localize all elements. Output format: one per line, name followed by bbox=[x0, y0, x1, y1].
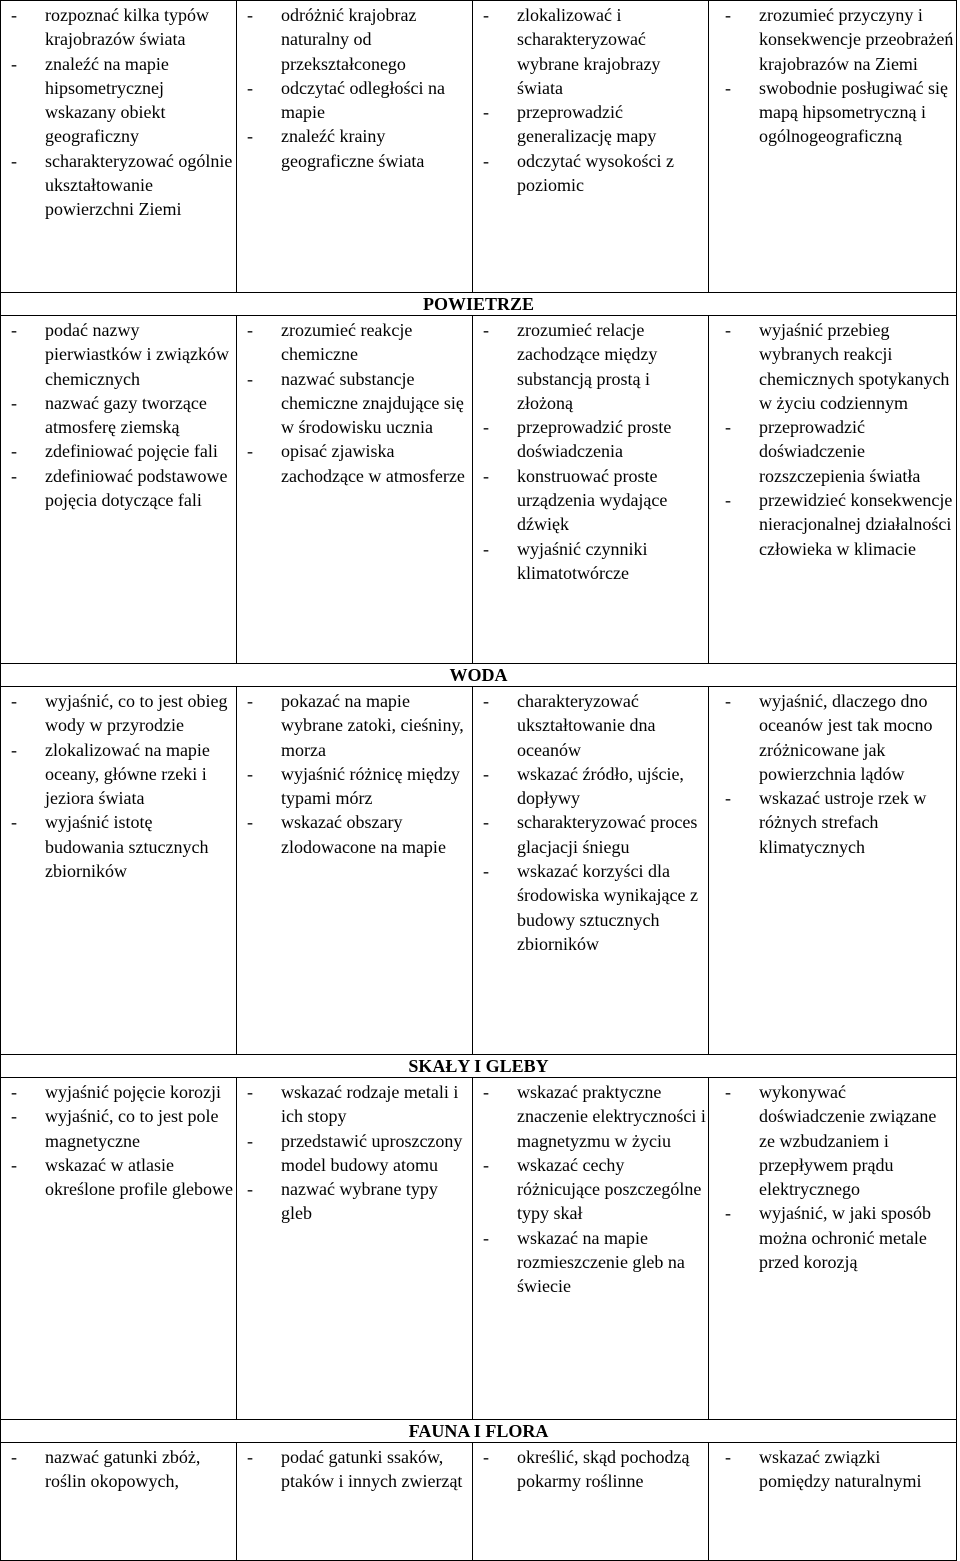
requirement-list bbox=[239, 689, 470, 859]
requirement-item: - nazwać gazy tworzące atmosferę ziemską bbox=[3, 391, 234, 440]
requirements-row bbox=[1, 1, 957, 293]
requirements-cell-column-3 bbox=[473, 1078, 709, 1420]
requirements-cell-column-1 bbox=[1, 316, 237, 664]
requirement-item: - wskazać korzyści dla środowiska wynikające z budowy sztucznych zbiorników bbox=[475, 859, 706, 956]
requirement-list bbox=[239, 318, 470, 488]
requirements-cell-column-2 bbox=[237, 1443, 473, 1561]
requirements-cell-column-4 bbox=[709, 1078, 957, 1420]
requirement-item: - podać gatunki ssaków, ptaków i innych zwierząt bbox=[239, 1445, 470, 1494]
requirement-item: - charakteryzować ukształtowanie dna oceanów bbox=[475, 689, 706, 762]
requirement-item: - wskazać na mapie rozmieszczenie gleb na świecie bbox=[475, 1226, 706, 1299]
requirements-cell-column-2 bbox=[237, 687, 473, 1055]
requirement-item: - konstruować proste urządzenia wydające dźwięk bbox=[475, 464, 706, 537]
requirement-item: - zlokalizować na mapie oceany, główne rzeki i jeziora świata bbox=[3, 738, 234, 811]
requirement-item: - wyjaśnić, co to jest pole magnetyczne bbox=[3, 1104, 234, 1153]
requirement-item: - wyjaśnić, w jaki sposób można ochronić metale przed korozją bbox=[711, 1201, 954, 1274]
section-header-row bbox=[1, 293, 957, 316]
requirements-row bbox=[1, 1443, 957, 1561]
requirements-cell-column-3 bbox=[473, 316, 709, 664]
requirement-item: - zdefiniować podstawowe pojęcia dotyczące fali bbox=[3, 464, 234, 513]
requirement-list bbox=[3, 3, 234, 222]
section-heading: POWIETRZE bbox=[1, 293, 957, 316]
requirements-cell-column-1 bbox=[1, 1078, 237, 1420]
requirement-list bbox=[475, 3, 706, 197]
section-header-row bbox=[1, 1055, 957, 1078]
requirement-item: - przewidzieć konsekwencje nieracjonalnej działalności człowieka w klimacie bbox=[711, 488, 954, 561]
requirement-item: - wskazać cechy różnicujące poszczególne typy skał bbox=[475, 1153, 706, 1226]
requirement-item: - wskazać związki pomiędzy naturalnymi bbox=[711, 1445, 954, 1494]
requirement-list bbox=[3, 318, 234, 512]
requirements-cell-column-2 bbox=[237, 316, 473, 664]
requirement-item: - rozpoznać kilka typów krajobrazów świata bbox=[3, 3, 234, 52]
requirement-item: - wyjaśnić, dlaczego dno oceanów jest tak mocno zróżnicowane jak powierzchnia lądów bbox=[711, 689, 954, 786]
requirements-cell-column-2 bbox=[237, 1078, 473, 1420]
requirement-item: - przeprowadzić proste doświadczenia bbox=[475, 415, 706, 464]
requirement-item: - zrozumieć reakcje chemiczne bbox=[239, 318, 470, 367]
requirement-item: - znaleźć na mapie hipsometrycznej wskazany obiekt geograficzny bbox=[3, 52, 234, 149]
requirement-item: - zrozumieć relacje zachodzące między substancją prostą i złożoną bbox=[475, 318, 706, 415]
requirement-item: - podać nazwy pierwiastków i związków chemicznych bbox=[3, 318, 234, 391]
requirements-row bbox=[1, 1078, 957, 1420]
section-header-row bbox=[1, 1420, 957, 1443]
requirement-item: - scharakteryzować proces glacjacji śniegu bbox=[475, 810, 706, 859]
requirement-list bbox=[711, 689, 954, 859]
requirement-list bbox=[475, 1080, 706, 1299]
requirement-item: - odróżnić krajobraz naturalny od przekształconego bbox=[239, 3, 470, 76]
requirement-list bbox=[475, 1445, 706, 1494]
requirement-item: - wyjaśnić, co to jest obieg wody w przyrodzie bbox=[3, 689, 234, 738]
requirement-list bbox=[711, 3, 954, 149]
requirement-item: - przeprowadzić generalizację mapy bbox=[475, 100, 706, 149]
requirement-item: - odczytać wysokości z poziomic bbox=[475, 149, 706, 198]
requirement-item: - nazwać wybrane typy gleb bbox=[239, 1177, 470, 1226]
section-heading: SKAŁY I GLEBY bbox=[1, 1055, 957, 1078]
requirement-item: - opisać zjawiska zachodzące w atmosferze bbox=[239, 439, 470, 488]
requirement-list bbox=[711, 318, 954, 561]
requirement-list bbox=[3, 689, 234, 883]
requirement-list bbox=[239, 1080, 470, 1226]
requirement-item: - pokazać na mapie wybrane zatoki, cieśniny, morza bbox=[239, 689, 470, 762]
requirement-item: - zlokalizować i scharakteryzować wybrane krajobrazy świata bbox=[475, 3, 706, 100]
requirement-item: - przedstawić uproszczony model budowy atomu bbox=[239, 1129, 470, 1178]
requirements-cell-column-3 bbox=[473, 1, 709, 293]
requirement-item: - wskazać rodzaje metali i ich stopy bbox=[239, 1080, 470, 1129]
requirements-cell-column-3 bbox=[473, 1443, 709, 1561]
requirement-item: - zrozumieć przyczyny i konsekwencje przeobrażeń krajobrazów na Ziemi bbox=[711, 3, 954, 76]
requirement-list bbox=[3, 1445, 234, 1494]
section-heading: WODA bbox=[1, 664, 957, 687]
requirement-list bbox=[3, 1080, 234, 1201]
requirement-item: - wskazać ustroje rzek w różnych strefach klimatycznych bbox=[711, 786, 954, 859]
requirements-cell-column-4 bbox=[709, 316, 957, 664]
requirement-item: - znaleźć krainy geograficzne świata bbox=[239, 124, 470, 173]
requirement-list bbox=[475, 318, 706, 585]
section-heading: FAUNA I FLORA bbox=[1, 1420, 957, 1443]
requirements-cell-column-2 bbox=[237, 1, 473, 293]
section-header-row bbox=[1, 664, 957, 687]
requirements-cell-column-1 bbox=[1, 687, 237, 1055]
requirement-item: - wyjaśnić pojęcie korozji bbox=[3, 1080, 234, 1104]
requirement-item: - wskazać źródło, ujście, dopływy bbox=[475, 762, 706, 811]
requirement-item: - przeprowadzić doświadczenie rozszczepienia światła bbox=[711, 415, 954, 488]
requirement-list bbox=[239, 1445, 470, 1494]
requirements-row bbox=[1, 687, 957, 1055]
requirements-cell-column-4 bbox=[709, 1443, 957, 1561]
requirement-item: - zdefiniować pojęcie fali bbox=[3, 439, 234, 463]
requirement-list bbox=[475, 689, 706, 956]
requirement-list bbox=[711, 1080, 954, 1274]
requirement-item: - wyjaśnić czynniki klimatotwórcze bbox=[475, 537, 706, 586]
requirement-item: - wyjaśnić różnicę między typami mórz bbox=[239, 762, 470, 811]
requirement-item: - nazwać gatunki zbóż, roślin okopowych, bbox=[3, 1445, 234, 1494]
requirement-item: - określić, skąd pochodzą pokarmy roślinne bbox=[475, 1445, 706, 1494]
requirements-cell-column-1 bbox=[1, 1, 237, 293]
requirements-cell-column-4 bbox=[709, 1, 957, 293]
requirement-item: - odczytać odległości na mapie bbox=[239, 76, 470, 125]
requirement-item: - wyjaśnić istotę budowania sztucznych zbiorników bbox=[3, 810, 234, 883]
requirements-cell-column-4 bbox=[709, 687, 957, 1055]
requirement-item: - scharakteryzować ogólnie ukształtowanie powierzchni Ziemi bbox=[3, 149, 234, 222]
requirements-cell-column-1 bbox=[1, 1443, 237, 1561]
requirement-list bbox=[711, 1445, 954, 1494]
requirement-item: - swobodnie posługiwać się mapą hipsometryczną i ogólnogeograficzną bbox=[711, 76, 954, 149]
requirement-item: - wskazać praktyczne znaczenie elektryczności i magnetyzmu w życiu bbox=[475, 1080, 706, 1153]
requirement-item: - wskazać w atlasie określone profile glebowe bbox=[3, 1153, 234, 1202]
requirement-item: - wyjaśnić przebieg wybranych reakcji chemicznych spotykanych w życiu codziennym bbox=[711, 318, 954, 415]
requirement-item: - wykonywać doświadczenie związane ze wzbudzaniem i przepływem prądu elektrycznego bbox=[711, 1080, 954, 1201]
requirements-cell-column-3 bbox=[473, 687, 709, 1055]
requirement-item: - wskazać obszary zlodowacone na mapie bbox=[239, 810, 470, 859]
requirements-row bbox=[1, 316, 957, 664]
requirement-list bbox=[239, 3, 470, 173]
requirement-item: - nazwać substancje chemiczne znajdujące się w środowisku ucznia bbox=[239, 367, 470, 440]
